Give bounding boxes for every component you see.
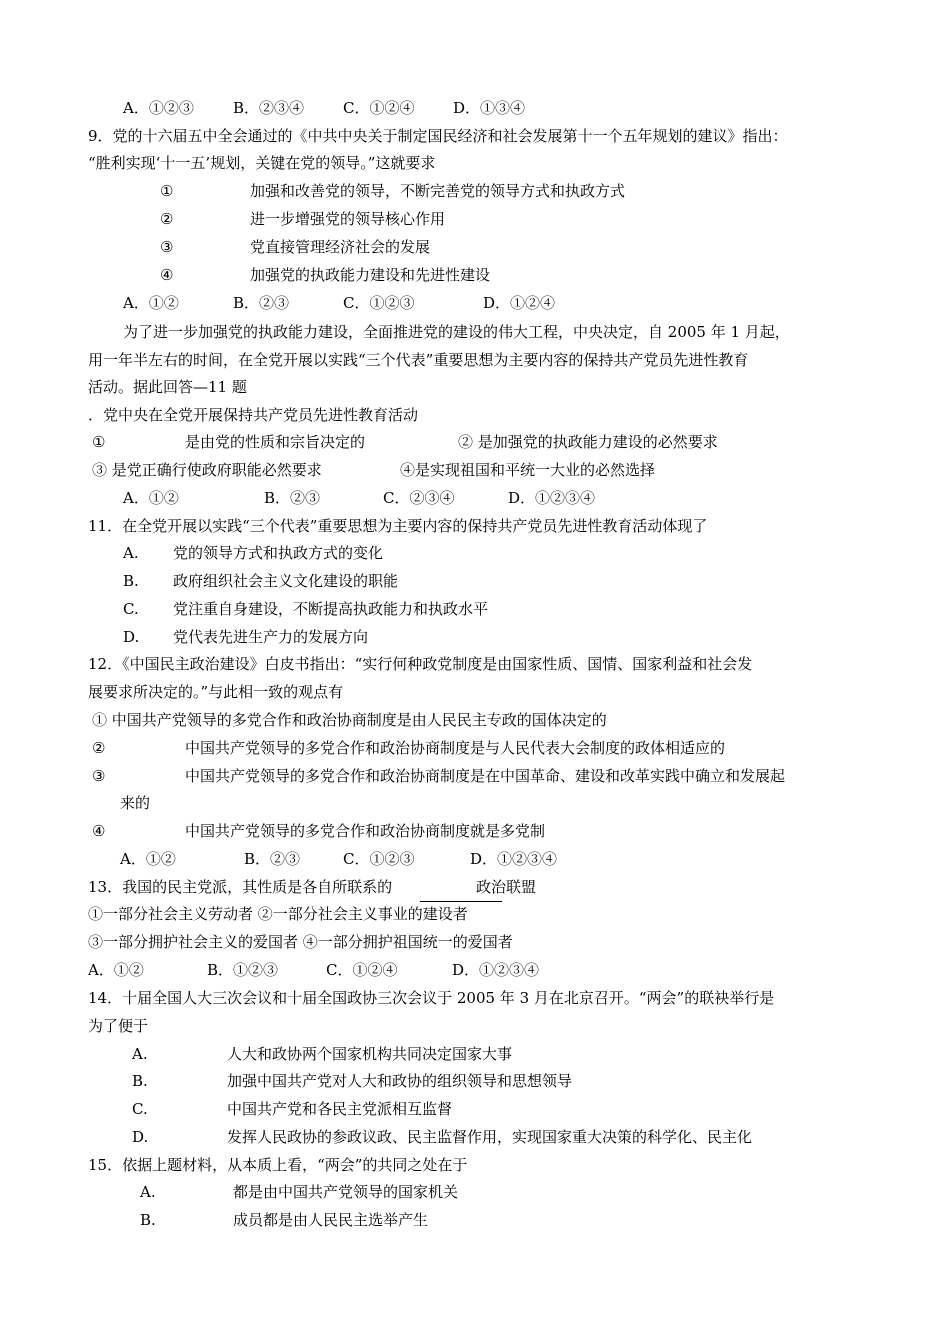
passage-line-1: 为了进一步加强党的执政能力建设，全面推进党的建设的伟大工程，中央决定，自 2005 年 1 月起， — [123, 323, 790, 341]
q9-option-a: A．①② — [123, 294, 179, 312]
q12-item-2-num: ② — [92, 739, 106, 757]
q11-option-c-text: 党注重自身建设，不断提高执政能力和执政水平 — [173, 600, 489, 618]
q9-stem-line1: 9．党的十六届五中全会通过的《中共中央关于制定国民经济和社会发展第十一个五年规划的建议》指出： — [88, 127, 788, 145]
q10-item-1-text: 是由党的性质和宗旨决定的 — [185, 433, 366, 451]
q14-stem-line2: 为了便于 — [88, 1017, 149, 1035]
q9-item-4-num: ④ — [160, 266, 174, 284]
q11-option-b-letter: B. — [123, 572, 139, 590]
q12-item-2-text: 中国共产党领导的多党合作和政治协商制度是与人民代表大会制度的政体相适应的 — [185, 739, 726, 757]
q12-item-3-num: ③ — [92, 767, 106, 785]
q12-option-b: B．②③ — [244, 850, 301, 868]
q13-option-d: D．①②③④ — [452, 961, 540, 979]
q12-item-4-num: ④ — [92, 822, 106, 840]
q11-option-b-text: 政府组织社会主义文化建设的职能 — [173, 572, 399, 590]
q12-item-3-text: 中国共产党领导的多党合作和政治协商制度是在中国革命、建设和改革实践中确立和发展起 — [185, 767, 786, 785]
q10-option-a: A．①② — [123, 489, 179, 507]
q8-option-d: D．①③④ — [453, 99, 526, 117]
q15-option-a-letter: A. — [140, 1183, 156, 1201]
q14-option-d-letter: D. — [132, 1128, 149, 1146]
q10-item-3: ③ 是党正确行使政府职能必然要求 — [92, 461, 322, 479]
q9-item-3-text: 党直接管理经济社会的发展 — [250, 238, 431, 256]
q9-item-1-num: ① — [160, 182, 174, 200]
q14-option-d-text: 发挥人民政协的参政议政、民主监督作用，实现国家重大决策的科学化、民主化 — [227, 1128, 753, 1146]
q12-item-1: ① 中国共产党领导的多党合作和政治协商制度是由人民民主专政的国体决定的 — [92, 711, 607, 729]
q14-option-a-text: 人大和政协两个国家机构共同决定国家大事 — [227, 1045, 513, 1063]
q12-stem-line1: 12．《中国民主政治建设》白皮书指出：“实行何种政党制度是由国家性质、国情、国家利益和社会发 — [88, 655, 753, 673]
q9-option-c: C．①②③ — [343, 294, 415, 312]
passage-line-3: 活动。据此回答—11 题 — [88, 378, 247, 396]
q10-stem: ．党中央在全党开展保持共产党员先进性教育活动 — [88, 406, 419, 424]
q11-option-d-letter: D. — [123, 628, 140, 646]
q11-option-a-letter: A. — [123, 544, 139, 562]
q13-overline-mark — [420, 901, 502, 902]
q14-option-c-letter: C. — [132, 1100, 148, 1118]
q9-item-3-num: ③ — [160, 238, 174, 256]
q14-stem-line1: 14．十届全国人大三次会议和十届全国政协三次会议于 2005 年 3 月在北京召开。“两会”的联袂举行是 — [88, 989, 775, 1007]
q9-item-1-text: 加强和改善党的领导，不断完善党的领导方式和执政方式 — [250, 182, 626, 200]
q12-item-3-cont: 来的 — [120, 794, 151, 812]
q13-stem-end: 政治联盟 — [476, 878, 537, 896]
q15-option-b-letter: B. — [140, 1211, 156, 1229]
q11-option-c-letter: C. — [123, 600, 139, 618]
q13-items-line2: ③一部分拥护社会主义的爱国者 ④一部分拥护祖国统一的爱国者 — [88, 933, 513, 951]
passage-line-2: 用一年半左右的时间，在全党开展以实践“三个代表”重要思想为主要内容的保持共产党员先进性教育 — [88, 351, 749, 369]
q9-item-2-num: ② — [160, 210, 174, 228]
q10-option-c: C．②③④ — [383, 489, 455, 507]
q10-option-d: D．①②③④ — [508, 489, 596, 507]
q10-option-b: B．②③ — [264, 489, 321, 507]
q10-item-2: ② 是加强党的执政能力建设的必然要求 — [458, 433, 718, 451]
q9-item-4-text: 加强党的执政能力建设和先进性建设 — [250, 266, 491, 284]
q8-option-a: A．①②③ — [123, 99, 194, 117]
q13-option-b: B．①②③ — [207, 961, 279, 979]
q15-option-a-text: 都是由中国共产党领导的国家机关 — [233, 1183, 459, 1201]
q14-option-b-text: 加强中国共产党对人大和政协的组织领导和思想领导 — [227, 1072, 573, 1090]
q11-option-d-text: 党代表先进生产力的发展方向 — [173, 628, 369, 646]
q13-option-c: C．①②④ — [326, 961, 398, 979]
q14-option-b-letter: B. — [132, 1072, 148, 1090]
q12-option-c: C．①②③ — [343, 850, 415, 868]
q13-items-line1: ①一部分社会主义劳动者 ②一部分社会主义事业的建设者 — [88, 905, 468, 923]
q11-option-a-text: 党的领导方式和执政方式的变化 — [173, 544, 384, 562]
q14-option-a-letter: A. — [132, 1045, 148, 1063]
q12-item-4-text: 中国共产党领导的多党合作和政治协商制度就是多党制 — [185, 822, 546, 840]
q10-item-1-num: ① — [92, 433, 106, 451]
q8-option-b: B．②③④ — [233, 99, 305, 117]
q9-item-2-text: 进一步增强党的领导核心作用 — [250, 210, 446, 228]
q14-option-c-text: 中国共产党和各民主党派相互监督 — [227, 1100, 453, 1118]
q12-option-a: A．①② — [120, 850, 176, 868]
q13-option-a: A．①② — [88, 961, 144, 979]
q10-item-4: ④是实现祖国和平统一大业的必然选择 — [400, 461, 656, 479]
q9-option-b: B．②③ — [233, 294, 290, 312]
q8-option-c: C．①②④ — [343, 99, 415, 117]
q15-stem: 15．依据上题材料，从本质上看，“两会”的共同之处在于 — [88, 1156, 468, 1174]
q12-stem-line2: 展要求所决定的。”与此相一致的观点有 — [88, 683, 344, 701]
q13-stem: 13．我国的民主党派，其性质是各自所联系的 — [88, 878, 393, 896]
q11-stem: 11．在全党开展以实践“三个代表”重要思想为主要内容的保持共产党员先进性教育活动体现了 — [88, 517, 708, 535]
q9-option-d: D．①②④ — [483, 294, 556, 312]
q15-option-b-text: 成员都是由人民民主选举产生 — [233, 1211, 429, 1229]
q12-option-d: D．①②③④ — [470, 850, 558, 868]
q9-stem-line2: “胜利实现‘十一五’规划，关键在党的领导。”这就要求 — [88, 154, 436, 172]
